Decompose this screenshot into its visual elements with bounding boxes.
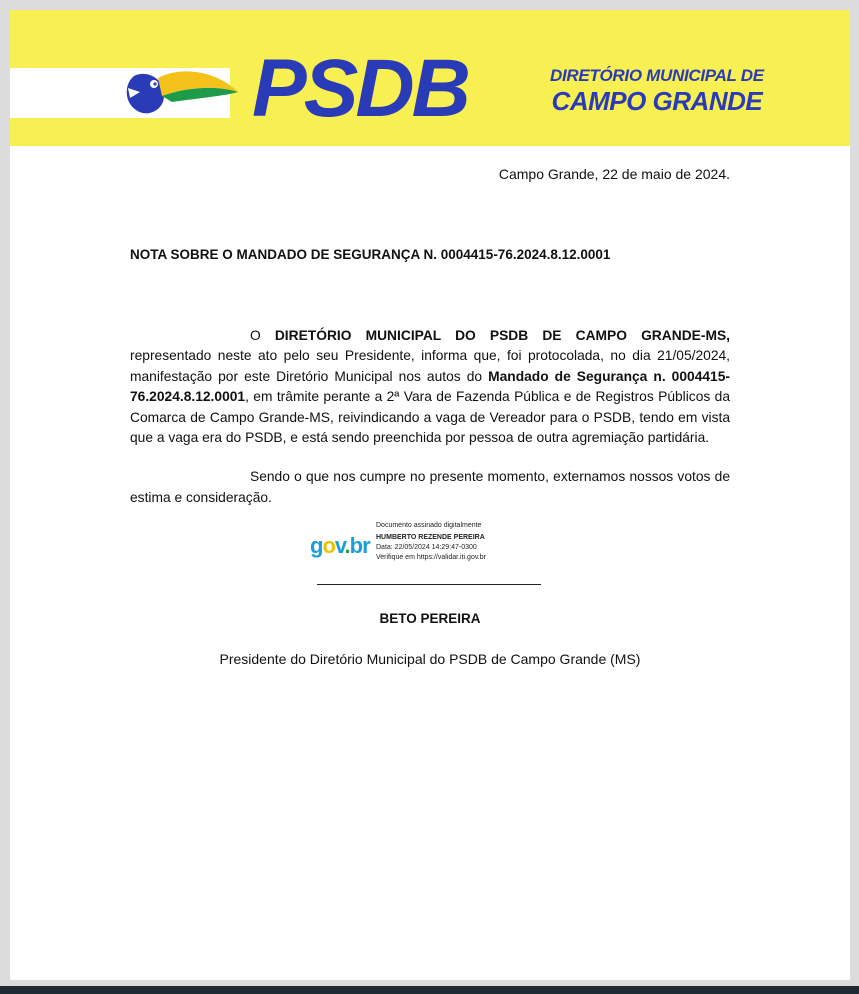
document-date: Campo Grande, 22 de maio de 2024. <box>498 166 730 182</box>
letterhead-subtitle-line2: CAMPO GRANDE <box>551 86 763 116</box>
document-title: NOTA SOBRE O MANDADO DE SEGURANÇA N. 0004415-76.2024.8.12.0001 <box>130 247 611 262</box>
viewer-bottom-bar <box>0 986 859 994</box>
govbr-logo: gov.br <box>310 533 370 558</box>
digital-signature-stamp <box>310 521 530 573</box>
toucan-logo-icon <box>120 62 240 122</box>
signer-role: Presidente do Diretório Municipal do PSDB de Campo Grande (MS) <box>219 651 641 667</box>
signature-verify: Verifique em https://validar.iti.gov.br <box>376 554 486 561</box>
paragraph-2: Sendo o que nos cumpre no presente momento, externamos nossos votos de estima e consideração. <box>130 469 730 505</box>
paragraph-1: O DIRETÓRIO MUNICIPAL DO PSDB DE CAMPO GRANDE-MS, representado neste ato pelo seu Presidente, informa que, foi protocolada, no dia 21/05/2024, manifestação por este Diretório Municipal nos autos do Mandado de Segurança n. 0004415-76.2024.8.12.0001, em trâmite perante a 2ª Vara de Fazenda Pública e de Registros Públicos da Comarca de Campo Grande-MS, reivindicando a vaga de Vereador para o PSDB, tendo em vista que a vaga era do PSDB, e está sendo preenchida por pessoa de outra agremiação partidária. <box>130 328 730 446</box>
letterhead-subtitle-line1: DIRETÓRIO MUNICIPAL DE <box>550 66 764 85</box>
signature-header: Documento assinado digitalmente <box>376 522 482 529</box>
signer-name: BETO PEREIRA <box>379 611 481 626</box>
document-body <box>130 326 730 508</box>
psdb-logo-text: PSDB <box>252 43 468 134</box>
signature-details <box>376 521 486 563</box>
signature-name: HUMBERTO REZENDE PEREIRA <box>376 534 485 541</box>
letterhead-subtitle <box>550 66 764 116</box>
signature-line <box>317 584 541 585</box>
letterhead <box>10 10 850 146</box>
signature-date: Data: 22/05/2024 14:29:47-0300 <box>376 544 477 551</box>
document-page <box>10 10 850 980</box>
